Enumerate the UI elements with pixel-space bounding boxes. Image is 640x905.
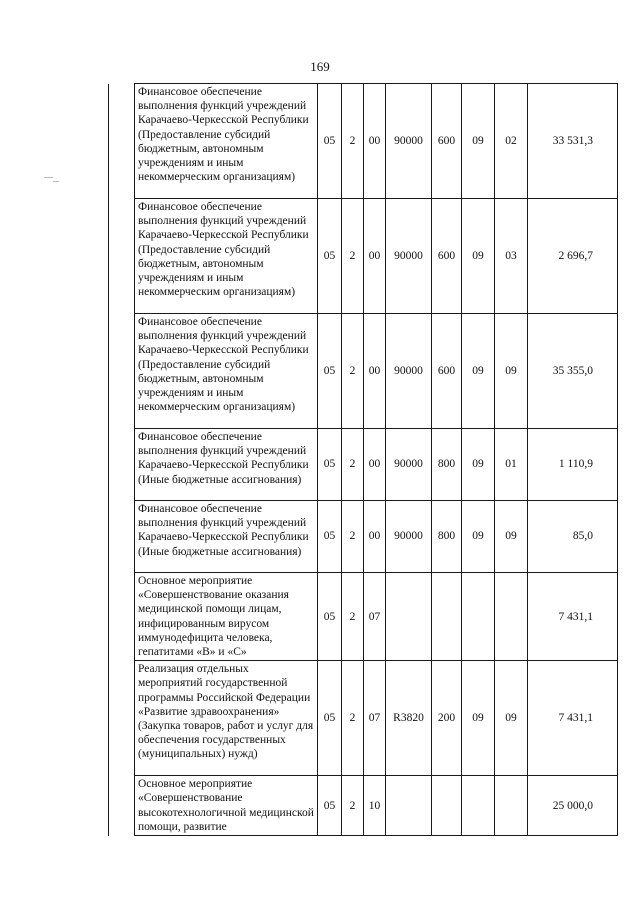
table-row (109, 501, 618, 573)
table-row (109, 84, 618, 199)
left-margin-cell (109, 199, 135, 314)
code-cell: 600 (432, 84, 462, 199)
code-cell: 09 (495, 314, 528, 429)
code-cell: 02 (495, 84, 528, 199)
code-cell: 2 (342, 501, 364, 573)
code-cell: 00 (364, 84, 386, 199)
code-cell: 2 (342, 661, 364, 776)
row-name: Основное мероприятие «Совершенствование оказания медицинской помощи лицам, инфицированным вирусом иммунодефицита человека, гепатитами «В» и «С» (135, 573, 318, 661)
row-name: Основное мероприятие «Совершенствование высокотехнологичной медицинской помощи, развитие (135, 776, 318, 836)
code-cell: 03 (495, 199, 528, 314)
code-cell (432, 776, 462, 836)
code-cell: 00 (364, 429, 386, 501)
row-name: Финансовое обеспечение выполнения функций учреждений Карачаево-Черкесской Республики (Предоставление субсидий бюджетным, автономным учреждениям и иным некоммерческим организациям) (135, 84, 318, 199)
code-cell (386, 776, 432, 836)
amount-cell: 35 355,0 (528, 314, 618, 429)
code-cell (386, 573, 432, 661)
table-row (109, 199, 618, 314)
code-cell: 00 (364, 314, 386, 429)
table-row (109, 776, 618, 836)
code-cell: 09 (462, 501, 495, 573)
amount-cell: 85,0 (528, 501, 618, 573)
code-cell: 09 (462, 199, 495, 314)
left-margin-cell (109, 84, 135, 199)
code-cell: 90000 (386, 501, 432, 573)
code-cell: 05 (318, 501, 342, 573)
code-cell: 05 (318, 429, 342, 501)
code-cell: 90000 (386, 314, 432, 429)
code-cell: 09 (462, 661, 495, 776)
code-cell: 01 (495, 429, 528, 501)
code-cell (462, 573, 495, 661)
code-cell: 90000 (386, 429, 432, 501)
table-row (109, 429, 618, 501)
left-margin-cell (109, 501, 135, 573)
row-name: Финансовое обеспечение выполнения функций учреждений Карачаево-Черкесской Республики (Иные бюджетные ассигнования) (135, 429, 318, 501)
row-name: Реализация отдельных мероприятий государственной программы Российской Федерации «Развитие здравоохранения» (Закупка товаров, работ и услуг для обеспечения государственных (муниципальных) нужд) (135, 661, 318, 776)
code-cell: 05 (318, 661, 342, 776)
code-cell: 05 (318, 199, 342, 314)
code-cell: 00 (364, 501, 386, 573)
code-cell: 10 (364, 776, 386, 836)
amount-cell: 33 531,3 (528, 84, 618, 199)
left-margin-cell (109, 429, 135, 501)
amount-cell: 7 431,1 (528, 573, 618, 661)
amount-cell: 25 000,0 (528, 776, 618, 836)
code-cell: 800 (432, 501, 462, 573)
code-cell: R3820 (386, 661, 432, 776)
left-margin-cell (109, 573, 135, 661)
code-cell: 09 (495, 661, 528, 776)
code-cell: 2 (342, 314, 364, 429)
code-cell (495, 573, 528, 661)
code-cell: 00 (364, 199, 386, 314)
page-number: 169 (310, 59, 330, 74)
code-cell: 800 (432, 429, 462, 501)
code-cell: 2 (342, 776, 364, 836)
code-cell: 2 (342, 84, 364, 199)
code-cell: 2 (342, 573, 364, 661)
code-cell: 09 (462, 429, 495, 501)
scan-mark (44, 177, 53, 178)
code-cell (495, 776, 528, 836)
code-cell: 05 (318, 776, 342, 836)
left-margin-cell (109, 661, 135, 776)
code-cell: 05 (318, 84, 342, 199)
left-margin-cell (109, 314, 135, 429)
code-cell: 600 (432, 314, 462, 429)
code-cell: 09 (462, 314, 495, 429)
code-cell: 600 (432, 199, 462, 314)
table-row (109, 573, 618, 661)
scan-mark (53, 181, 59, 182)
row-name: Финансовое обеспечение выполнения функций учреждений Карачаево-Черкесской Республики (Иные бюджетные ассигнования) (135, 501, 318, 573)
code-cell: 07 (364, 661, 386, 776)
table-row (109, 314, 618, 429)
budget-table (108, 83, 618, 836)
code-cell: 05 (318, 314, 342, 429)
amount-cell: 7 431,1 (528, 661, 618, 776)
row-name: Финансовое обеспечение выполнения функций учреждений Карачаево-Черкесской Республики (Предоставление субсидий бюджетным, автономным учреждениям и иным некоммерческим организациям) (135, 199, 318, 314)
code-cell: 07 (364, 573, 386, 661)
amount-cell: 1 110,9 (528, 429, 618, 501)
code-cell: 90000 (386, 199, 432, 314)
code-cell: 200 (432, 661, 462, 776)
amount-cell: 2 696,7 (528, 199, 618, 314)
code-cell: 05 (318, 573, 342, 661)
code-cell (462, 776, 495, 836)
code-cell: 2 (342, 199, 364, 314)
row-name: Финансовое обеспечение выполнения функций учреждений Карачаево-Черкесской Республики (Предоставление субсидий бюджетным, автономным учреждениям и иным некоммерческим организациям) (135, 314, 318, 429)
code-cell: 2 (342, 429, 364, 501)
code-cell: 90000 (386, 84, 432, 199)
code-cell: 09 (495, 501, 528, 573)
table-row (109, 661, 618, 776)
left-margin-cell (109, 776, 135, 836)
code-cell: 09 (462, 84, 495, 199)
code-cell (432, 573, 462, 661)
